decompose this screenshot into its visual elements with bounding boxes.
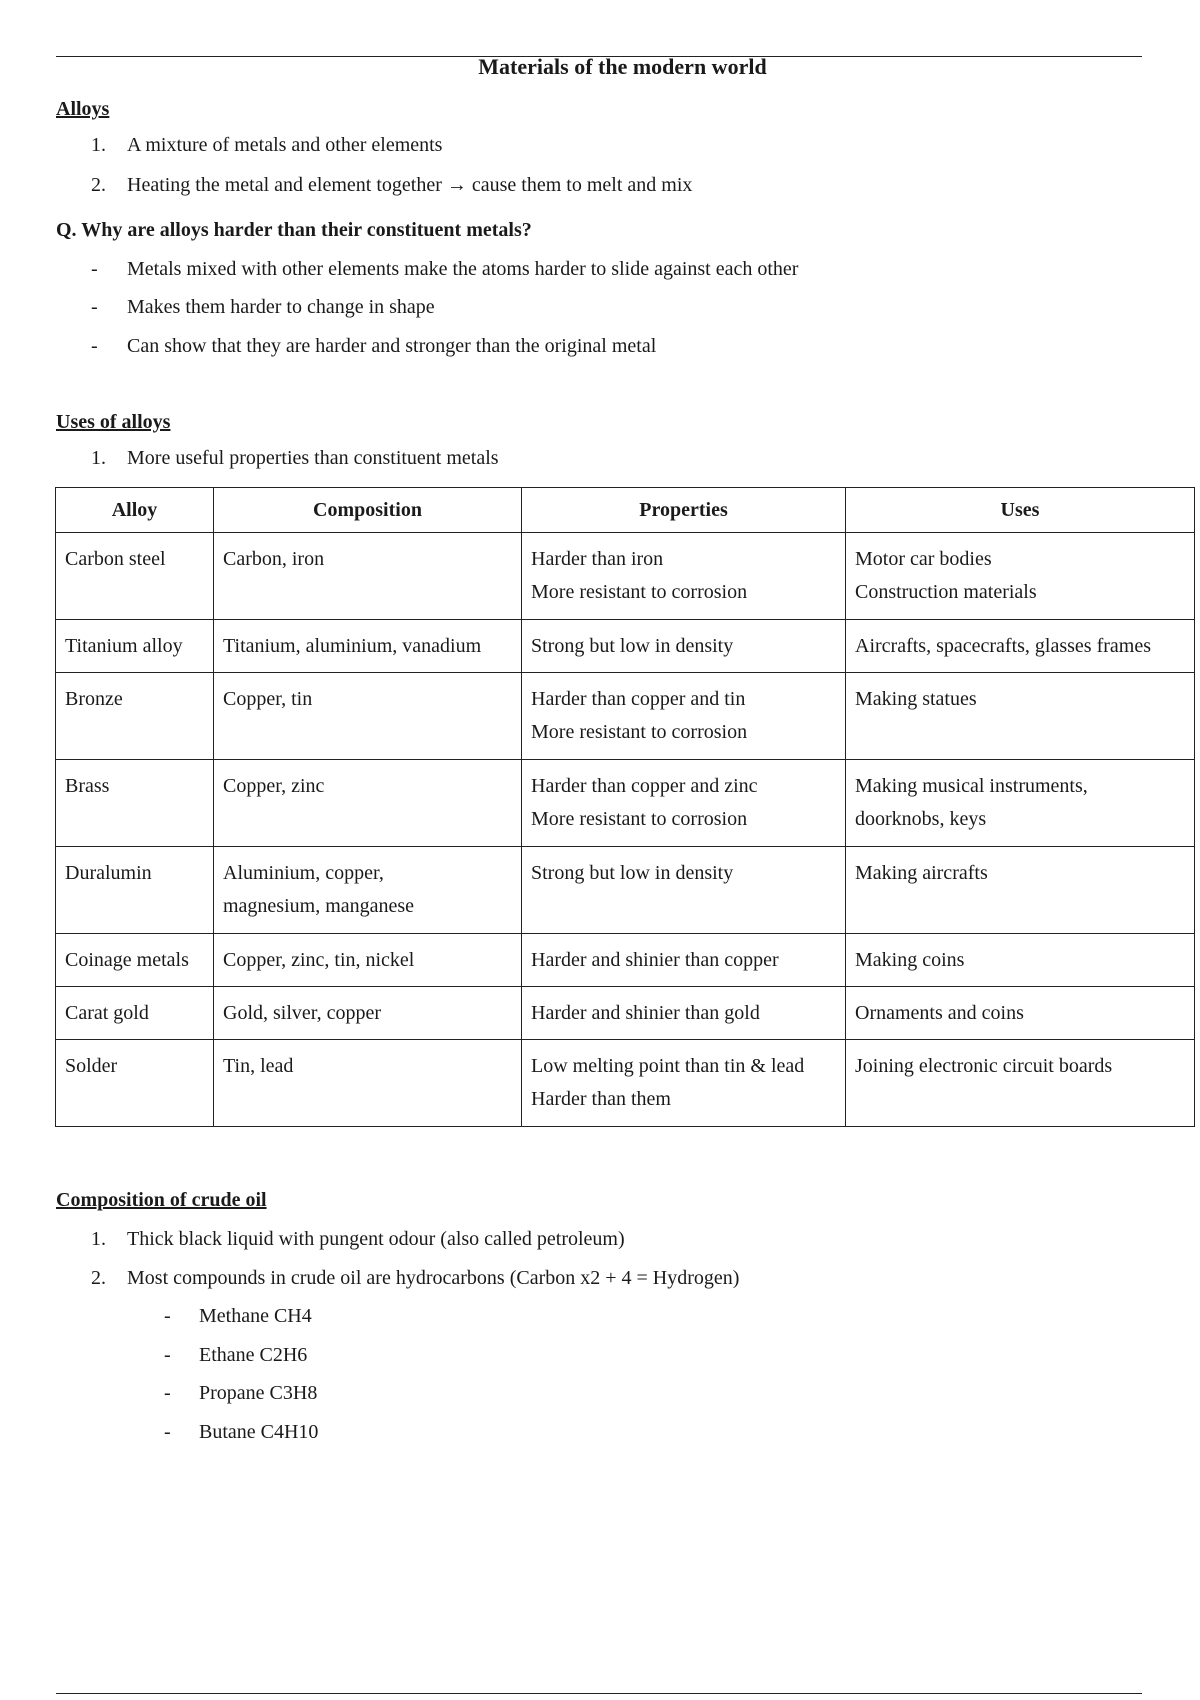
cell-uses bbox=[846, 533, 1195, 620]
header-properties: Properties bbox=[522, 488, 846, 533]
alloys-table bbox=[55, 487, 1195, 1127]
cell-text: Gold, silver, copper bbox=[223, 1002, 382, 1024]
crude-item-1-text: Thick black liquid with pungent odour (also called petroleum) bbox=[127, 1228, 625, 1250]
cell-text: magnesium, manganese bbox=[223, 895, 415, 917]
table-row bbox=[56, 673, 1195, 760]
alloys-heading: Alloys bbox=[56, 98, 110, 120]
hydrocarbon-methane: Methane CH4 bbox=[199, 1305, 312, 1327]
cell-text: Harder and shinier than copper bbox=[531, 949, 779, 971]
cell-uses bbox=[846, 934, 1195, 987]
question-bullet-3: Can show that they are harder and stronger than the original metal bbox=[127, 335, 657, 357]
alloys-item-2-number: 2. bbox=[91, 174, 106, 196]
cell-text: Strong but low in density bbox=[531, 862, 734, 884]
cell-alloy: Duralumin bbox=[56, 847, 214, 934]
cell-text: Copper, zinc, tin, nickel bbox=[223, 949, 415, 971]
cell-text: Motor car bodies bbox=[855, 548, 992, 570]
cell-text: Aluminium, copper, bbox=[223, 862, 384, 884]
cell-alloy: Solder bbox=[56, 1040, 214, 1127]
cell-text: Making statues bbox=[855, 688, 977, 710]
uses-item-1-text: More useful properties than constituent metals bbox=[127, 447, 499, 469]
uses-heading: Uses of alloys bbox=[56, 411, 171, 433]
cell-alloy: Carat gold bbox=[56, 987, 214, 1040]
cell-composition bbox=[214, 934, 522, 987]
cell-properties bbox=[522, 987, 846, 1040]
cell-uses bbox=[846, 760, 1195, 847]
header-composition: Composition bbox=[214, 488, 522, 533]
bullet-dash: - bbox=[164, 1382, 171, 1404]
hydrocarbon-ethane: Ethane C2H6 bbox=[199, 1344, 308, 1366]
cell-text: Harder than iron bbox=[531, 548, 664, 570]
cell-properties bbox=[522, 1040, 846, 1127]
cell-text: Harder and shinier than gold bbox=[531, 1002, 760, 1024]
cell-composition bbox=[214, 673, 522, 760]
cell-properties bbox=[522, 533, 846, 620]
page-title: Materials of the modern world bbox=[478, 54, 767, 79]
table-header-row bbox=[56, 488, 1195, 533]
crude-item-2-number: 2. bbox=[91, 1267, 106, 1289]
cell-alloy: Bronze bbox=[56, 673, 214, 760]
table-row bbox=[56, 847, 1195, 934]
cell-composition bbox=[214, 533, 522, 620]
bullet-dash: - bbox=[91, 258, 98, 280]
cell-text: Low melting point than tin & lead bbox=[531, 1055, 805, 1077]
cell-uses bbox=[846, 620, 1195, 673]
cell-text: Construction materials bbox=[855, 581, 1037, 603]
table-row bbox=[56, 620, 1195, 673]
bullet-dash: - bbox=[91, 296, 98, 318]
cell-properties bbox=[522, 847, 846, 934]
bullet-dash: - bbox=[164, 1305, 171, 1327]
cell-text: Making musical instruments, bbox=[855, 775, 1088, 797]
crude-item-2-text: Most compounds in crude oil are hydrocarbons (Carbon x2 + 4 = Hydrogen) bbox=[127, 1267, 740, 1289]
cell-composition bbox=[214, 760, 522, 847]
cell-text: Copper, zinc bbox=[223, 775, 325, 797]
cell-properties bbox=[522, 934, 846, 987]
question-bullet-1: Metals mixed with other elements make the atoms harder to slide against each other bbox=[127, 258, 799, 280]
cell-uses bbox=[846, 1040, 1195, 1127]
table-row bbox=[56, 987, 1195, 1040]
cell-properties bbox=[522, 673, 846, 760]
hydrocarbon-propane: Propane C3H8 bbox=[199, 1382, 318, 1404]
cell-composition bbox=[214, 620, 522, 673]
cell-text: More resistant to corrosion bbox=[531, 581, 748, 603]
bullet-dash: - bbox=[164, 1421, 171, 1443]
alloys-item-2-text: Heating the metal and element together → cause them to melt and mix bbox=[127, 174, 693, 196]
hydrocarbon-butane: Butane C4H10 bbox=[199, 1421, 319, 1443]
bottom-rule bbox=[56, 1693, 1142, 1694]
cell-text: Strong but low in density bbox=[531, 635, 734, 657]
crude-oil-heading: Composition of crude oil bbox=[56, 1189, 267, 1211]
cell-uses bbox=[846, 847, 1195, 934]
cell-text: Aircrafts, spacecrafts, glasses frames bbox=[855, 635, 1151, 657]
uses-item-1-number: 1. bbox=[91, 447, 106, 469]
cell-alloy: Carbon steel bbox=[56, 533, 214, 620]
table-row bbox=[56, 533, 1195, 620]
bullet-dash: - bbox=[91, 335, 98, 357]
table-row bbox=[56, 1040, 1195, 1127]
cell-text: Copper, tin bbox=[223, 688, 313, 710]
cell-alloy: Coinage metals bbox=[56, 934, 214, 987]
crude-item-1-number: 1. bbox=[91, 1228, 106, 1250]
cell-alloy: Brass bbox=[56, 760, 214, 847]
table-row bbox=[56, 760, 1195, 847]
alloys-item-1-number: 1. bbox=[91, 134, 106, 156]
cell-text: More resistant to corrosion bbox=[531, 721, 748, 743]
cell-uses bbox=[846, 987, 1195, 1040]
cell-text: Making coins bbox=[855, 949, 965, 971]
header-alloy: Alloy bbox=[56, 488, 214, 533]
cell-properties bbox=[522, 760, 846, 847]
bullet-dash: - bbox=[164, 1344, 171, 1366]
cell-composition bbox=[214, 1040, 522, 1127]
question-bullet-2: Makes them harder to change in shape bbox=[127, 296, 435, 318]
cell-text: Joining electronic circuit boards bbox=[855, 1055, 1113, 1077]
cell-text: Ornaments and coins bbox=[855, 1002, 1024, 1024]
cell-uses bbox=[846, 673, 1195, 760]
cell-text: More resistant to corrosion bbox=[531, 808, 748, 830]
cell-text: doorknobs, keys bbox=[855, 808, 987, 830]
cell-properties bbox=[522, 620, 846, 673]
cell-text: Harder than copper and tin bbox=[531, 688, 746, 710]
table-row bbox=[56, 934, 1195, 987]
cell-text: Harder than them bbox=[531, 1088, 671, 1110]
question-heading: Q. Why are alloys harder than their constituent metals? bbox=[56, 219, 532, 241]
alloys-item-1-text: A mixture of metals and other elements bbox=[127, 134, 443, 156]
cell-text: Tin, lead bbox=[223, 1055, 294, 1077]
cell-text: Titanium, aluminium, vanadium bbox=[223, 635, 482, 657]
cell-text: Making aircrafts bbox=[855, 862, 988, 884]
header-uses: Uses bbox=[846, 488, 1195, 533]
cell-composition bbox=[214, 987, 522, 1040]
cell-text: Carbon, iron bbox=[223, 548, 325, 570]
cell-alloy: Titanium alloy bbox=[56, 620, 214, 673]
cell-text: Harder than copper and zinc bbox=[531, 775, 758, 797]
cell-composition bbox=[214, 847, 522, 934]
